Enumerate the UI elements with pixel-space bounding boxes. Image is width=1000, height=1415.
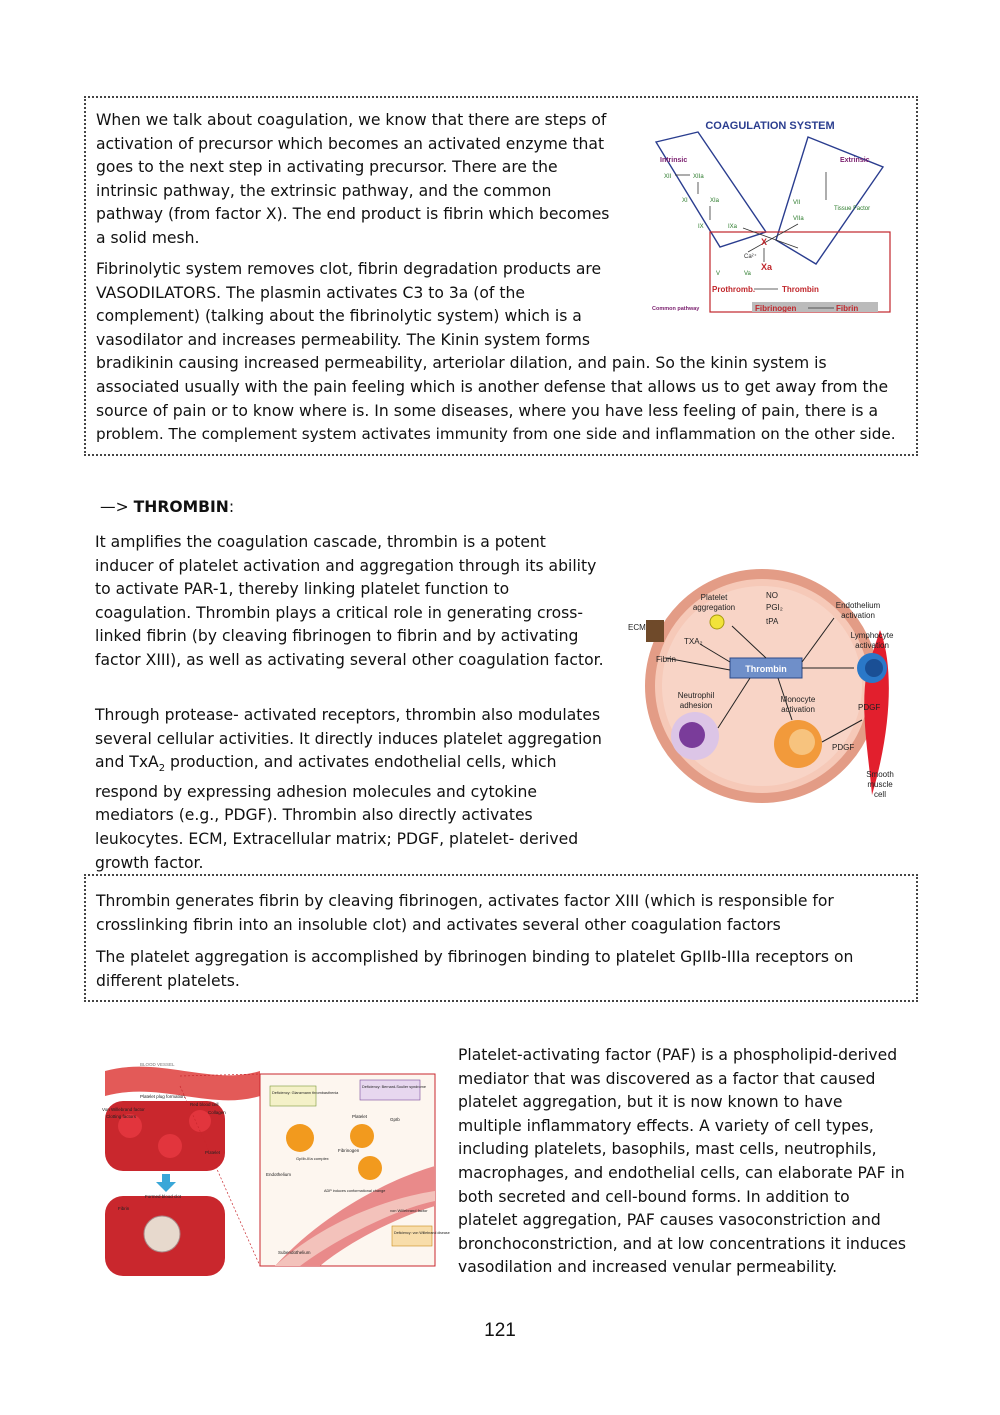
page-number: 121 [484,1320,516,1341]
coagulation-system-figure [648,112,888,317]
svg-text:XIa: XIa [710,198,720,204]
svg-text:Smooth: Smooth [866,770,894,779]
coag-prothromb: Prothromb. [712,285,756,294]
thrombin-paragraph-1: It amplifies the coagulation cascade, thrombin is a potent inducer of platelet activation and aggregation through its ability to activate PAR-1, thereby linking platelet function to coagulation. Thrombin plays a critical role in generating cross-linked fibrin (by cleaving fibrinogen to fibrin and by activating factor XIII), as well as activating several other coagulation factor. [95,533,604,669]
svg-text:NO: NO [766,591,778,600]
svg-text:activation: activation [781,705,815,714]
fibrinogen-paragraph-2: The platelet aggregation is accomplished by fibrinogen binding to platelet GpIIb-IIIa receptors on different platelets. [96,948,854,990]
svg-text:Deficiency: Glanzmann thrombas: Deficiency: Glanzmann thrombasthenia [272,1091,339,1095]
svg-text:XIIa: XIIa [693,174,704,180]
svg-text:Deficiency: von Willebrand dis: Deficiency: von Willebrand disease [394,1231,450,1235]
svg-text:Fibrinogen: Fibrinogen [338,1148,360,1153]
coag-extrinsic: Extrinsic [840,157,870,164]
svg-text:XII: XII [664,174,672,180]
svg-text:ADP induces conformational cha: ADP induces conformational change [324,1189,386,1193]
svg-text:Von Willebrand factor: Von Willebrand factor [102,1107,145,1112]
coagulation-paragraph-2: Fibrinolytic system removes clot, fibrin degradation products are VASODILATORS. The plasmin activates C3 to 3a (of the complement) (talking about the fibrinolytic system) which is a vasodilator and increases permeability. The Kinin system forms bradikinin causing increased permeability, arteriolar dilation, and pain. So the kinin system is associated usually with the pain feeling which is another defense that allows us to get away from the source of pain or to know where is. In some diseases, where you have less feeling of pain, there is a problem. The complement system activates immunity from one side and inflammation on the other side. [96,260,896,444]
svg-text:XI: XI [682,198,688,204]
svg-text:muscle: muscle [867,780,893,789]
svg-text:V: V [716,271,721,277]
svg-text:Platelet: Platelet [352,1114,368,1119]
svg-text:Endothelium: Endothelium [266,1172,292,1177]
svg-text:Platelet: Platelet [700,593,728,602]
svg-text:von Willebrand factor: von Willebrand factor [390,1208,428,1213]
fibrinogen-box [84,874,918,1002]
svg-text:IXa: IXa [728,224,738,230]
svg-text:VII: VII [793,200,801,206]
svg-text:Neutrophil: Neutrophil [677,691,715,700]
svg-text:Red blood cell: Red blood cell [190,1102,219,1107]
svg-text:adhesion: adhesion [679,701,713,710]
svg-text:Tissue Factor: Tissue Factor [834,206,871,212]
fibrinogen-paragraph-1: Thrombin generates fibrin by cleaving fibrinogen, activates factor XIII (which is responsible for crosslinking fibrin into an insoluble clot) and activates several other coagulation factors [96,892,834,934]
svg-text:VIIa: VIIa [793,216,804,222]
svg-text:PDGF: PDGF [858,703,881,712]
svg-text:Endothelium: Endothelium [835,601,881,610]
svg-text:PGI₂: PGI₂ [766,603,783,612]
svg-text:Subendothelium: Subendothelium [278,1250,311,1255]
svg-text:BLOOD VESSEL: BLOOD VESSEL [140,1062,175,1067]
svg-text:activation: activation [855,641,889,650]
svg-text:PDGF: PDGF [832,743,855,752]
coag-fibrin: Fibrin [836,304,859,313]
platelet-plug-figure [100,1056,450,1281]
coag-fibrinogen: Fibrinogen [755,304,797,313]
svg-text:Fibrin: Fibrin [118,1206,130,1211]
svg-text:Xa: Xa [761,262,773,272]
coag-common-pathway: Common pathway [652,306,700,312]
svg-text:Clotting factors: Clotting factors [106,1114,137,1119]
coag-intrinsic: Intrinsic [660,157,688,164]
svg-text:cell: cell [873,790,887,799]
svg-text:Va: Va [744,271,751,277]
thrombin-center-label: Thrombin [745,664,787,674]
svg-text:X: X [761,237,768,247]
coag-thrombin: Thrombin [782,285,819,294]
svg-text:Ca²⁺: Ca²⁺ [744,254,757,260]
svg-text:GpIIb-IIIa complex: GpIIb-IIIa complex [296,1156,329,1161]
svg-text:GpIb: GpIb [390,1117,400,1122]
svg-text:Formed blood clot: Formed blood clot [145,1194,182,1199]
svg-text:Platelet plug formation: Platelet plug formation [140,1094,185,1099]
svg-text:Deficiency: Bernard-Soulier sy: Deficiency: Bernard-Soulier syndrome [362,1085,426,1089]
svg-text:ECM: ECM [628,623,646,632]
thrombin-actions-figure [622,570,907,802]
svg-text:Platelet: Platelet [205,1150,221,1155]
coagulation-paragraph-1: When we talk about coagulation, we know that there are steps of activation of precursor which becomes an activated enzyme that goes to the next step in activating precursor. There are the intrinsic pathway, the extrinsic pathway, and the common pathway (from factor X). The end product is fibrin which becomes a solid mesh. [96,111,610,247]
svg-text:activation: activation [841,611,875,620]
thrombin-heading: —> THROMBIN: [100,498,235,516]
coag-title: COAGULATION SYSTEM [705,120,835,132]
svg-text:aggregation: aggregation [692,603,736,612]
svg-text:Lymphocyte: Lymphocyte [850,631,894,640]
svg-text:TXA₂: TXA₂ [684,637,703,646]
svg-text:Collagen: Collagen [208,1110,226,1115]
svg-text:Monocyte: Monocyte [780,695,816,704]
svg-text:tPA: tPA [766,617,779,626]
paf-paragraph: Platelet-activating factor (PAF) is a phospholipid-derived mediator that was discovered as a factor that caused platelet aggregation, but it is now known to have multiple inflammatory effects. A variety of cell types, including platelets, basophils, mast cells, neutrophils, macrophages, and endothelial cells, can elaborate PAF in both secreted and cell-bound forms. In addition to platelet aggregation, PAF causes vasoconstriction and bronchoconstriction, and at low concentrations it induces vasodilation and increased venular permeability. [458,1046,907,1277]
thrombin-paragraph-2: Through protease- activated receptors, thrombin also modulates several cellular activities. It directly induces platelet aggregation and TxA$_2$ production, and activates endothelial cells, which respond by expressing adhesion molecules and cytokine mediators (e.g., PDGF). Thrombin also directly activates leukocytes. ECM, Extracellular matrix; PDGF, platelet- derived growth factor. [95,706,602,872]
svg-text:IX: IX [698,224,704,230]
svg-text:Fibrin: Fibrin [656,655,677,664]
